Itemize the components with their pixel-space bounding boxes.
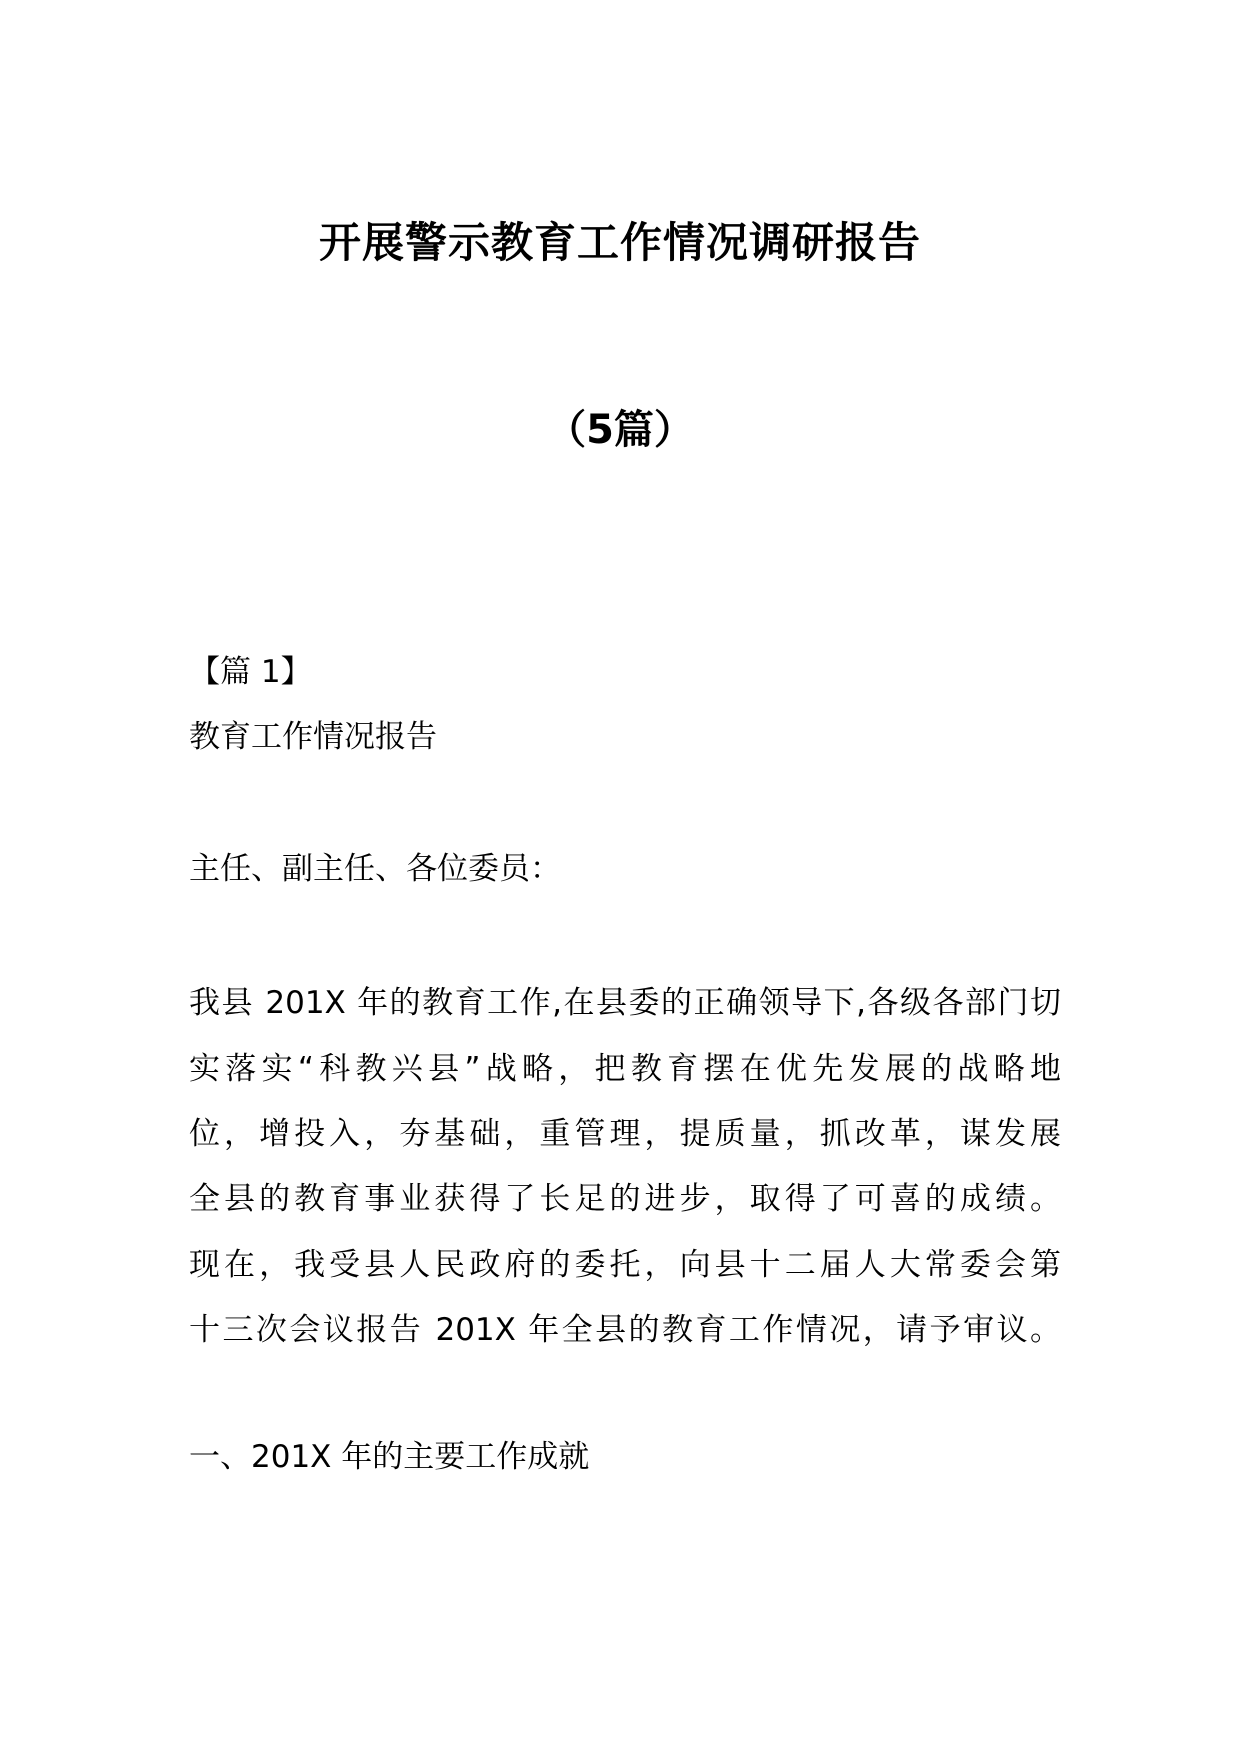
section-heading: 一、201X 年的主要工作成就 <box>189 1439 590 1475</box>
paragraph-line: 现在，我受县人民政府的委托，向县十二届人大常委会第 <box>189 1247 1061 1283</box>
paragraph-line: 我县 201X 年的教育工作,在县委的正确领导下,各级各部门切 <box>189 985 1061 1021</box>
paragraph-line: 位，增投入，夯基础，重管理，提质量，抓改革，谋发展 <box>189 1116 1061 1152</box>
paragraph-line: 全县的教育事业获得了长足的进步，取得了可喜的成绩。 <box>189 1181 1061 1217</box>
report-title: 教育工作情况报告 <box>189 719 437 755</box>
salutation: 主任、副主任、各位委员： <box>189 851 561 887</box>
section-label: 【篇 1】 <box>189 654 312 690</box>
document-title: 开展警示教育工作情况调研报告 <box>318 218 921 267</box>
paragraph-line: 实落实“科教兴县”战略，把教育摆在优先发展的战略地 <box>189 1051 1061 1087</box>
paragraph-line: 十三次会议报告 201X 年全县的教育工作情况，请予审议。 <box>189 1312 1061 1348</box>
document-subtitle: （5篇） <box>546 407 694 453</box>
